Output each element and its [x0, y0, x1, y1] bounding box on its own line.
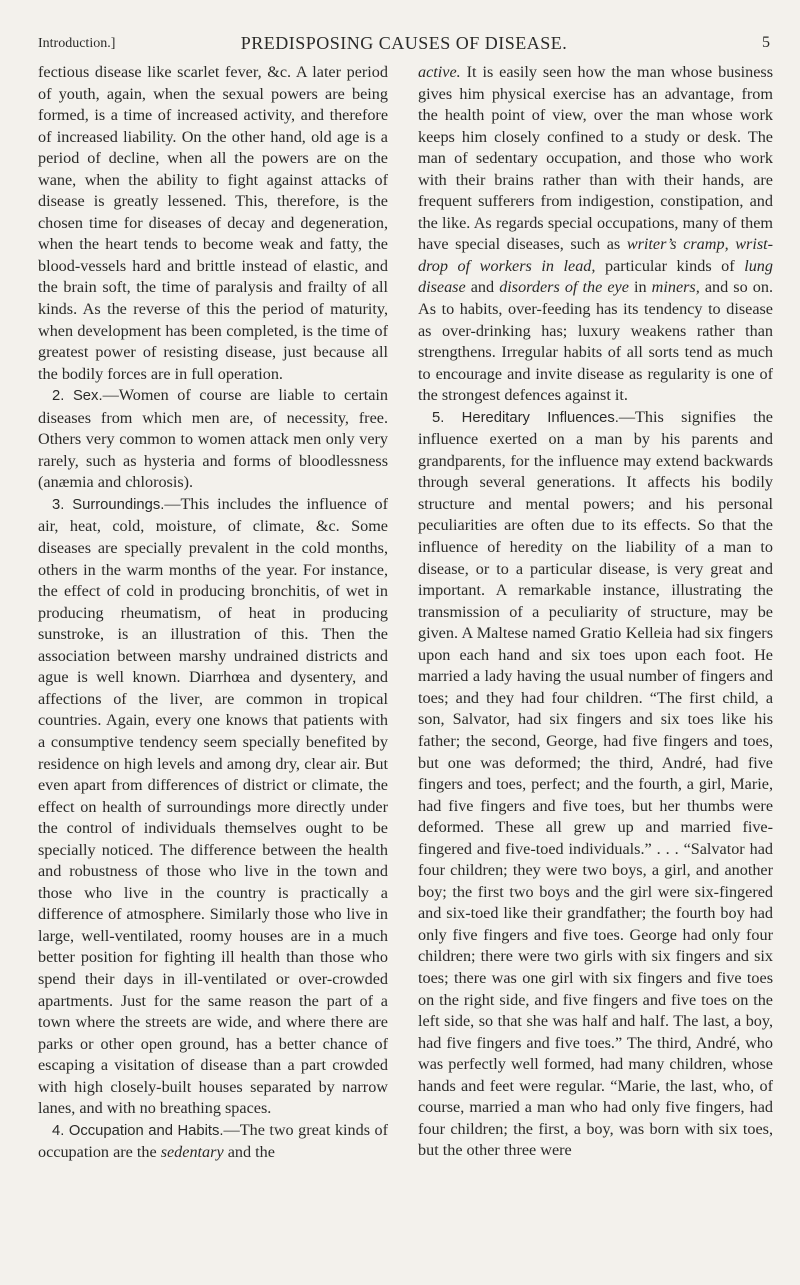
paragraph-occupation-continued [418, 62, 773, 407]
paragraph-sex [38, 385, 388, 494]
paragraph-hereditary [418, 407, 773, 1162]
section-heading-hereditary: 5. Hereditary Influences. [432, 409, 619, 426]
paragraph-text: and [465, 278, 500, 297]
paragraph-surroundings [38, 494, 388, 1120]
paragraph-text: It is easily seen how the man whose business gives him physical exercise has an advantage, from the health point of view, over the man whose work keeps him closely confined to a study or desk. The man of sedentary occupation, and those who work with their brains rather than with their hands, are frequent sufferers from indigestion, constipation, and the like. As regards special occupations, many of them have special diseases, such as [418, 63, 773, 254]
emphasis: lung disease [418, 256, 773, 297]
emphasis: active. [418, 63, 461, 81]
emphasis: miners, [651, 278, 700, 297]
emphasis: sedentary [160, 1143, 224, 1162]
paragraph-text: and the [223, 1143, 275, 1162]
page-title: PREDISPOSING CAUSES OF DISEASE. [240, 33, 568, 53]
paragraph-text: —Women of course are liable to certain diseases from which men are, of necessity, free. Others very common to women attack men only very rarely, such as hysteria and forms of bloodlessness (anæmia and chlorosis). [38, 386, 388, 492]
paragraph-age-continued: fectious disease like scarlet fever, &c. A later period of youth, again, when the sexual powers are being formed, is a time of increased activity, and therefore of increased liability. On the other hand, old age is a period of decline, when all the powers are on the wane, when the ability to fight against attacks of disease is greatly lessened. This, therefore, is the chosen time for diseases of decay and degeneration, when the heart tends to become weak and fatty, the blood-vessels hard and brittle instead of elastic, and the brain soft, the time of paralysis and frailty of all kinds. As the reverse of this the period of maturity, when development has been completed, is the time of greatest power of resisting disease, just because all the bodily forces are in full operation. [38, 63, 388, 383]
emphasis: disorders of the eye [499, 278, 629, 297]
paragraph-text: —This signifies the influence exerted on a man by his parents and grandparents, for the influence may extend backwards through several generations. It affects his bodily structure and mental powers; and his personal peculiarities are often due to its effects. So that the influence of heredity on the liability of a man to disease, or to a particular disease, is very great and important. A remarkable instance, illustrating the transmission of a peculiarity of structure, may be given. A Maltese named Gratio Kelleia had six fingers upon each hand and six toes upon each foot. He married a lady having the usual number of fingers and toes; and they had four children. “The first child, a son, Salvator, had six fingers and six toes like his father; the second, George, had five fingers and toes, but one was deformed; the third, André, had five fingers and toes, perfect; and the fourth, a girl, Marie, had five fingers and five toes, but her thumbs were deformed. These all grew up and married five-fingered and five-toed individuals.” . . . “Salvator had four children; they were two boys, a girl, and another boy; the first two boys and the girl were six-fingered and six-toed like their grandfather; the fourth boy had only five fingers and five toes. George had only four children; there were two girls with six fingers and six toes; there was one girl with six fingers and five toes on the right side, and five fingers and five toes on the left side, so that she was half and half. The last, a boy, had five fingers and five toes.” The third, André, who was perfectly well formed, had many children, whose hands and feet were regular. “Marie, the last, who, of course, married a man who had only five fingers, had four children; the first, a boy, was born with six toes, but the other three were [418, 407, 773, 1160]
running-header [38, 30, 770, 56]
paragraph-text: —The two great kinds of occupation are the [38, 1120, 388, 1162]
section-heading-occupation: 4. Occupation and Habits. [52, 1122, 224, 1139]
right-column [418, 62, 773, 1162]
paragraph-text: and so on. As to habits, over-feeding has its tendency to disease as over-drinking has; luxury weakens rather than strengthens. Irregular habits of all sorts tend as much to encourage and invite disease as regularity is one of the strongest defences against it. [418, 278, 774, 405]
page-number: 5 [762, 34, 770, 51]
paragraph-text: particular kinds of [595, 256, 745, 275]
paragraph-text: —This includes the influence of air, heat, cold, moisture, of climate, &c. Some diseases are specially prevalent in the cold months, others in the warm months of the year. For instance, the effect of cold in producing bronchitis, of wet in producing rheumatism, of heat in producing sunstroke, is an illustration of this. Then the association between marshy undrained districts and ague is well known. Diarrhœa and dysentery, and affections of the liver, are common in tropical countries. Again, every one knows that patients with a consumptive tendency seem specially benefited by residence on high levels and among dry, clear air. But even apart from differences of district or climate, the effect on health of surroundings more directly under the control of individuals themselves ought to be specially noticed. The difference between the health and robustness of those who live in the town and those who live in the country is practically a difference of atmosphere. Similarly those who live in large, well-ventilated, roomy houses are in a much better position for fighting ill health than those who spend their days in ill-ventilated or over-crowded apartments. Just for the same reason the part of a town where the streets are wide, and where there are parks or other open ground, has a better chance of escaping a visitation of disease than a part crowded with high closely-built houses separated by narrow lanes, and with no breathing spaces. [38, 494, 388, 1118]
emphasis: writer’s cramp, wrist-drop of workers in lead, [418, 235, 774, 275]
section-heading-surroundings: 3. Surroundings. [52, 496, 165, 513]
paragraph-occupation [38, 1120, 388, 1164]
paragraph-text: in [628, 278, 652, 297]
left-column [38, 62, 388, 1164]
section-label: Introduction.] [38, 36, 116, 51]
section-heading-sex: 2. Sex. [52, 388, 103, 405]
